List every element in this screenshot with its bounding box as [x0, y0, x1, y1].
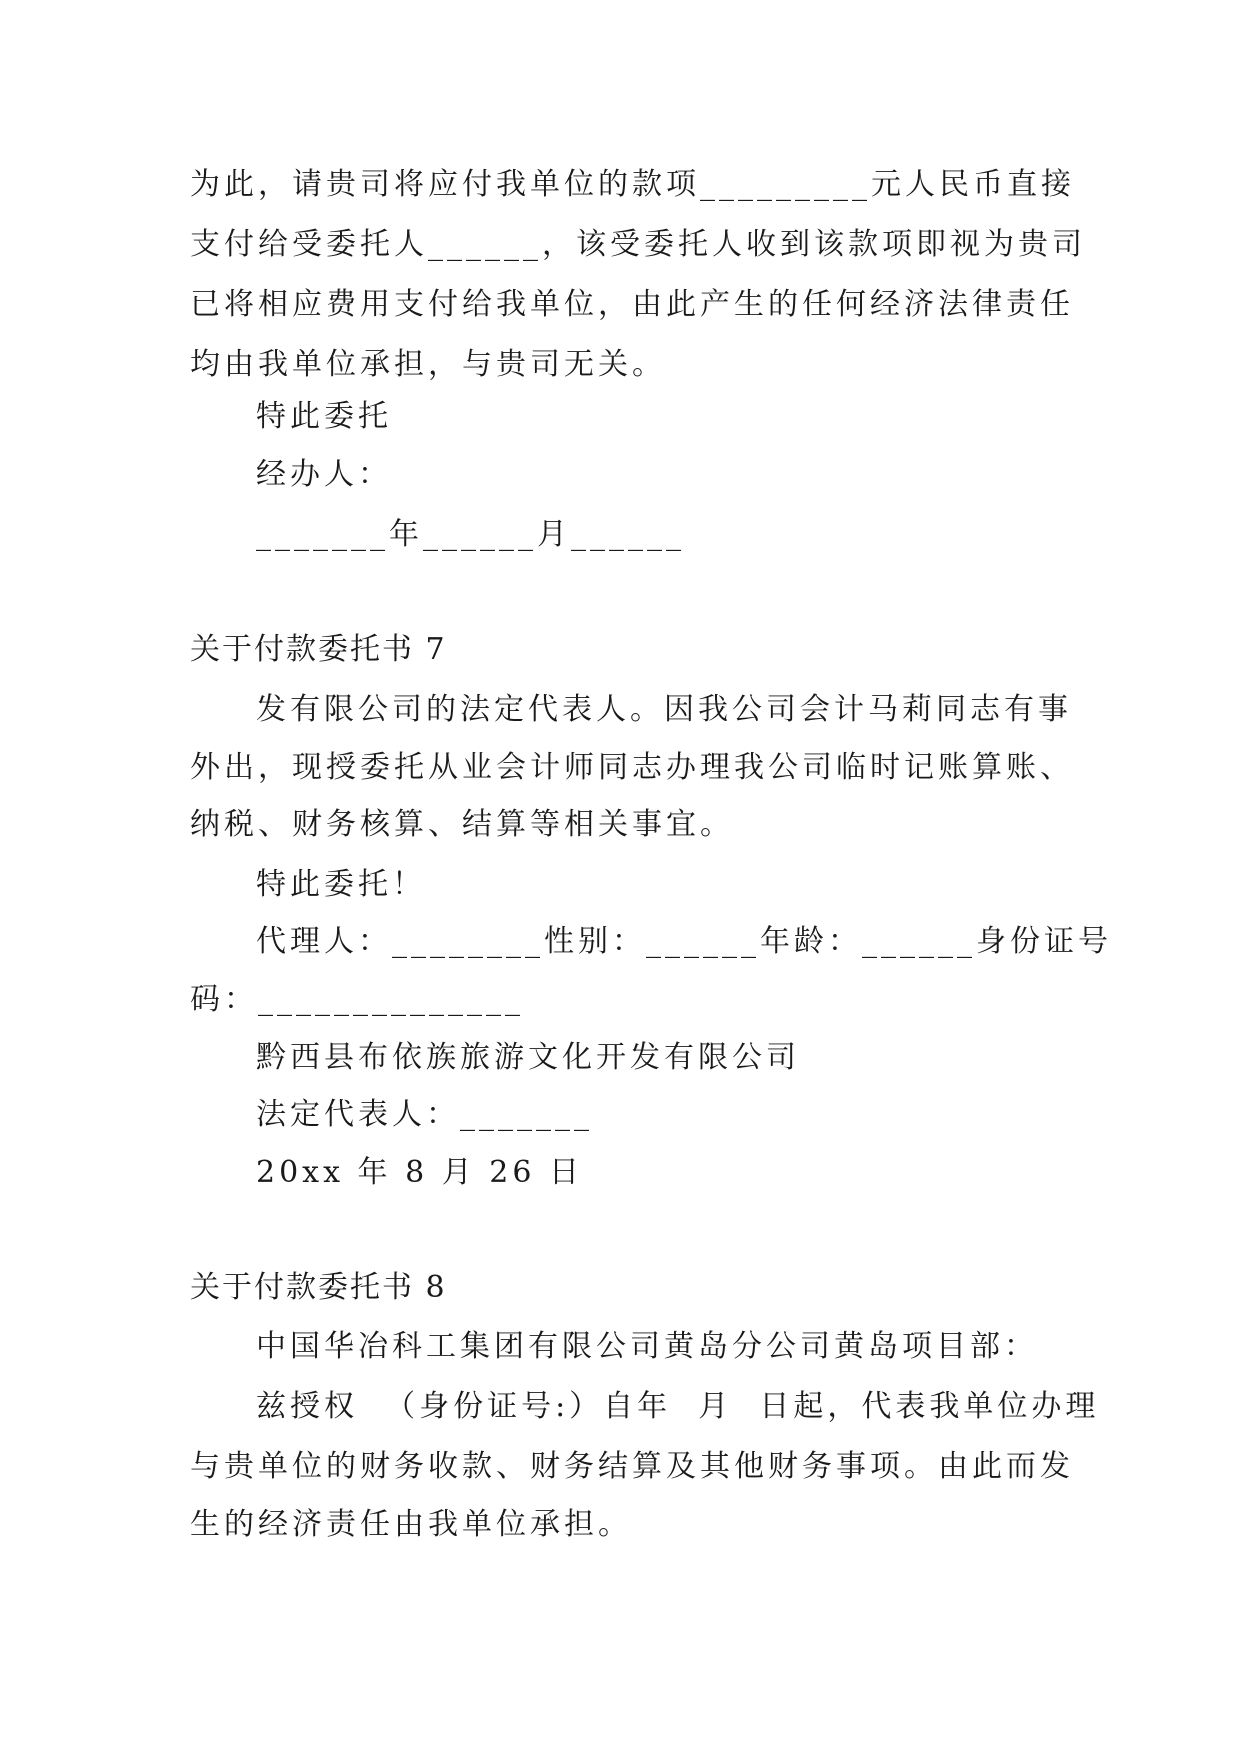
paragraph-line: 外出，现授委托从业会计师同志办理我公司临时记账算账、 — [190, 750, 1074, 785]
date-field: _______年______月______ — [256, 517, 685, 552]
signature-date: 20xx 年 8 月 26 日 — [256, 1155, 583, 1190]
closing-phrase: 特此委托！ — [256, 867, 426, 902]
id-number-line: 码：______________ — [190, 982, 524, 1017]
paragraph-line: 为此，请贵司将应付我单位的款项_________元人民币直接 — [190, 167, 1075, 202]
paragraph-line: 发有限公司的法定代表人。因我公司会计马莉同志有事 — [256, 692, 1072, 727]
paragraph-line: 纳税、财务核算、结算等相关事宜。 — [190, 807, 734, 842]
agent-info-line: 代理人：________性别：______年龄：______身份证号 — [256, 924, 1112, 959]
section-title: 关于付款委托书 7 — [190, 632, 447, 667]
paragraph-line: 兹授权 （身份证号:）自年 月 日起，代表我单位办理 — [256, 1389, 1100, 1424]
handler-field: 经办人： — [256, 457, 392, 492]
section-title: 关于付款委托书 8 — [190, 1270, 447, 1305]
company-name: 黔西县布依族旅游文化开发有限公司 — [256, 1040, 800, 1075]
paragraph-line: 已将相应费用支付给我单位，由此产生的任何经济法律责任 — [190, 287, 1074, 322]
addressee-line: 中国华冶科工集团有限公司黄岛分公司黄岛项目部： — [256, 1329, 1038, 1364]
paragraph-line: 支付给受委托人______，该受委托人收到该款项即视为贵司 — [190, 227, 1086, 262]
legal-rep-field: 法定代表人：_______ — [256, 1097, 593, 1132]
paragraph-line: 与贵单位的财务收款、财务结算及其他财务事项。由此而发 — [190, 1449, 1074, 1484]
paragraph-line: 均由我单位承担，与贵司无关。 — [190, 347, 666, 382]
closing-phrase: 特此委托 — [256, 399, 392, 434]
paragraph-line: 生的经济责任由我单位承担。 — [190, 1507, 632, 1542]
